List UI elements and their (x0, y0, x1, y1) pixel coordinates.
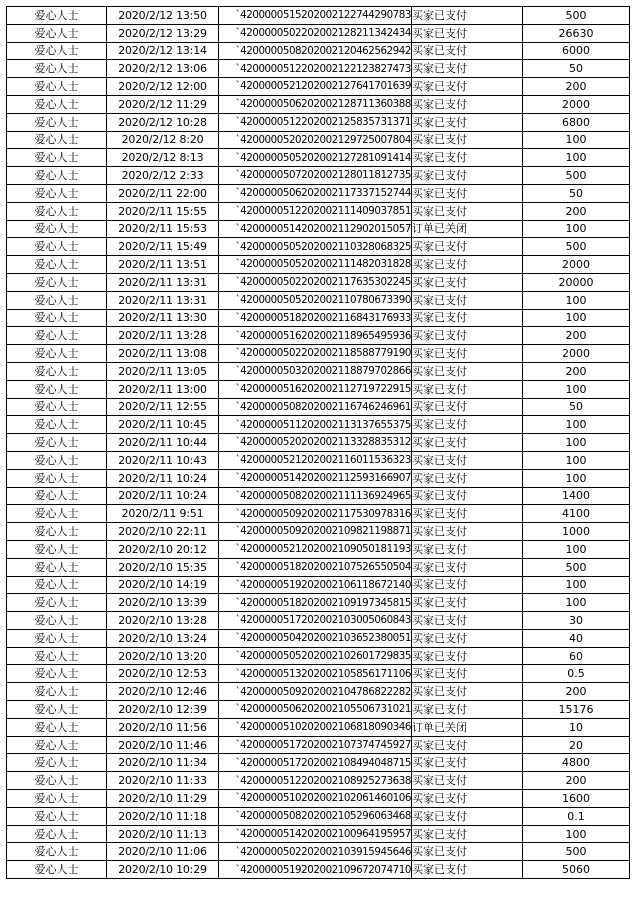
donor-name-cell: 爱心人士 (7, 309, 107, 327)
payment-time-cell: 2020/2/11 9:51 (107, 505, 219, 523)
payment-time-cell: 2020/2/10 11:46 (107, 736, 219, 754)
order-status-cell: 买家已支付 (412, 469, 523, 487)
payment-time-cell: 2020/2/12 13:29 (107, 24, 219, 42)
order-status-cell: 买家已支付 (412, 60, 523, 78)
payment-time-cell: 2020/2/11 10:24 (107, 469, 219, 487)
donor-name-cell: 爱心人士 (7, 42, 107, 60)
payment-time-cell: 2020/2/12 12:00 (107, 78, 219, 96)
payment-time-cell: 2020/2/10 11:13 (107, 825, 219, 843)
donor-name-cell: 爱心人士 (7, 291, 107, 309)
order-status-cell: 买家已支付 (412, 807, 523, 825)
donor-name-cell: 爱心人士 (7, 149, 107, 167)
order-status-cell: 买家已支付 (412, 113, 523, 131)
payment-time-cell: 2020/2/10 11:56 (107, 718, 219, 736)
order-status-cell: 买家已支付 (412, 754, 523, 772)
donation-ledger-sheet (6, 6, 630, 879)
payment-time-cell: 2020/2/10 12:39 (107, 701, 219, 719)
order-status-cell: 买家已支付 (412, 7, 523, 25)
donor-name-cell: 爱心人士 (7, 576, 107, 594)
order-status-cell: 买家已支付 (412, 843, 523, 861)
order-status-cell: 买家已支付 (412, 416, 523, 434)
payment-time-cell: 2020/2/12 11:29 (107, 95, 219, 113)
payment-time-cell: 2020/2/11 10:44 (107, 434, 219, 452)
order-status-cell: 买家已支付 (412, 309, 523, 327)
payment-time-cell: 2020/2/10 20:12 (107, 540, 219, 558)
order-number-cell: `4200000519202002106118672140 (219, 576, 412, 594)
payment-time-cell: 2020/2/12 13:06 (107, 60, 219, 78)
order-number-cell: `4200000510202002106818090346 (219, 718, 412, 736)
table-row (7, 345, 630, 363)
table-row (7, 772, 630, 790)
table-row (7, 7, 630, 25)
order-number-cell: `4200000508202002105296063468 (219, 807, 412, 825)
donor-name-cell: 爱心人士 (7, 202, 107, 220)
order-number-cell: `4200000505202002110328068325 (219, 238, 412, 256)
order-status-cell: 买家已支付 (412, 434, 523, 452)
amount-cell: 100 (523, 149, 630, 167)
payment-time-cell: 2020/2/10 13:20 (107, 647, 219, 665)
table-row (7, 523, 630, 541)
payment-time-cell: 2020/2/10 13:28 (107, 612, 219, 630)
amount-cell: 6800 (523, 113, 630, 131)
order-status-cell: 买家已支付 (412, 772, 523, 790)
table-row (7, 576, 630, 594)
payment-time-cell: 2020/2/12 8:20 (107, 131, 219, 149)
order-number-cell: `4200000520202002129725007804 (219, 131, 412, 149)
donor-name-cell: 爱心人士 (7, 540, 107, 558)
order-number-cell: `4200000514202002100964195957 (219, 825, 412, 843)
donation-records-table (6, 6, 630, 879)
donor-name-cell: 爱心人士 (7, 362, 107, 380)
table-row (7, 469, 630, 487)
donor-name-cell: 爱心人士 (7, 220, 107, 238)
order-number-cell: `4200000514202002112593166907 (219, 469, 412, 487)
amount-cell: 200 (523, 327, 630, 345)
payment-time-cell: 2020/2/11 13:30 (107, 309, 219, 327)
order-number-cell: `4200000518202002109197345815 (219, 594, 412, 612)
order-number-cell: `4200000508202002111136924965 (219, 487, 412, 505)
amount-cell: 0.5 (523, 665, 630, 683)
amount-cell: 2000 (523, 345, 630, 363)
donor-name-cell: 爱心人士 (7, 238, 107, 256)
amount-cell: 500 (523, 167, 630, 185)
order-number-cell: `4200000506202002128711360388 (219, 95, 412, 113)
order-number-cell: `4200000505202002111482031828 (219, 256, 412, 274)
donor-name-cell: 爱心人士 (7, 701, 107, 719)
amount-cell: 100 (523, 469, 630, 487)
donor-name-cell: 爱心人士 (7, 434, 107, 452)
table-row (7, 790, 630, 808)
table-row (7, 665, 630, 683)
table-row (7, 718, 630, 736)
order-status-cell: 买家已支付 (412, 451, 523, 469)
order-status-cell: 买家已支付 (412, 149, 523, 167)
table-row (7, 861, 630, 879)
order-status-cell: 买家已支付 (412, 736, 523, 754)
donor-name-cell: 爱心人士 (7, 24, 107, 42)
table-row (7, 167, 630, 185)
donor-name-cell: 爱心人士 (7, 594, 107, 612)
donor-name-cell: 爱心人士 (7, 60, 107, 78)
amount-cell: 50 (523, 398, 630, 416)
amount-cell: 100 (523, 380, 630, 398)
order-number-cell: `4200000510202002102061460106 (219, 790, 412, 808)
payment-time-cell: 2020/2/10 12:53 (107, 665, 219, 683)
order-status-cell: 买家已支付 (412, 380, 523, 398)
payment-time-cell: 2020/2/12 13:14 (107, 42, 219, 60)
amount-cell: 50 (523, 184, 630, 202)
order-status-cell: 买家已支付 (412, 629, 523, 647)
table-row (7, 825, 630, 843)
table-row (7, 202, 630, 220)
donor-name-cell: 爱心人士 (7, 256, 107, 274)
order-number-cell: `4200000507202002128011812735 (219, 167, 412, 185)
table-row (7, 24, 630, 42)
table-body (7, 7, 630, 879)
table-row (7, 540, 630, 558)
order-status-cell: 订单已关闭 (412, 220, 523, 238)
table-row (7, 558, 630, 576)
amount-cell: 5060 (523, 861, 630, 879)
order-status-cell: 买家已支付 (412, 398, 523, 416)
order-status-cell: 买家已支付 (412, 42, 523, 60)
order-number-cell: `4200000504202002103652380051 (219, 629, 412, 647)
order-status-cell: 买家已支付 (412, 487, 523, 505)
order-status-cell: 买家已支付 (412, 131, 523, 149)
amount-cell: 60 (523, 647, 630, 665)
table-row (7, 434, 630, 452)
donor-name-cell: 爱心人士 (7, 807, 107, 825)
payment-time-cell: 2020/2/10 11:29 (107, 790, 219, 808)
order-number-cell: `4200000506202002105506731021 (219, 701, 412, 719)
amount-cell: 200 (523, 772, 630, 790)
amount-cell: 2000 (523, 256, 630, 274)
order-status-cell: 买家已支付 (412, 612, 523, 630)
amount-cell: 4800 (523, 754, 630, 772)
donor-name-cell: 爱心人士 (7, 825, 107, 843)
table-row (7, 42, 630, 60)
amount-cell: 2000 (523, 95, 630, 113)
table-row (7, 60, 630, 78)
order-number-cell: `4200000518202002116843176933 (219, 309, 412, 327)
donor-name-cell: 爱心人士 (7, 754, 107, 772)
order-status-cell: 买家已支付 (412, 576, 523, 594)
payment-time-cell: 2020/2/11 15:49 (107, 238, 219, 256)
payment-time-cell: 2020/2/11 10:43 (107, 451, 219, 469)
amount-cell: 1000 (523, 523, 630, 541)
donor-name-cell: 爱心人士 (7, 78, 107, 96)
table-row (7, 451, 630, 469)
donor-name-cell: 爱心人士 (7, 273, 107, 291)
amount-cell: 200 (523, 362, 630, 380)
order-status-cell: 买家已支付 (412, 273, 523, 291)
amount-cell: 200 (523, 202, 630, 220)
payment-time-cell: 2020/2/11 13:05 (107, 362, 219, 380)
donor-name-cell: 爱心人士 (7, 718, 107, 736)
payment-time-cell: 2020/2/11 13:08 (107, 345, 219, 363)
order-status-cell: 买家已支付 (412, 238, 523, 256)
order-number-cell: `4200000513202002105856171106 (219, 665, 412, 683)
amount-cell: 15176 (523, 701, 630, 719)
order-status-cell: 买家已支付 (412, 558, 523, 576)
amount-cell: 100 (523, 131, 630, 149)
amount-cell: 500 (523, 7, 630, 25)
donor-name-cell: 爱心人士 (7, 95, 107, 113)
order-status-cell: 买家已支付 (412, 540, 523, 558)
payment-time-cell: 2020/2/11 15:53 (107, 220, 219, 238)
payment-time-cell: 2020/2/12 13:50 (107, 7, 219, 25)
amount-cell: 200 (523, 683, 630, 701)
order-number-cell: `4200000508202002116746246961 (219, 398, 412, 416)
donor-name-cell: 爱心人士 (7, 184, 107, 202)
order-number-cell: `4200000517202002103005060843 (219, 612, 412, 630)
payment-time-cell: 2020/2/11 10:45 (107, 416, 219, 434)
payment-time-cell: 2020/2/12 8:13 (107, 149, 219, 167)
amount-cell: 4100 (523, 505, 630, 523)
table-row (7, 184, 630, 202)
amount-cell: 100 (523, 309, 630, 327)
amount-cell: 1400 (523, 487, 630, 505)
table-row (7, 78, 630, 96)
order-number-cell: `4200000512202002125835731371 (219, 113, 412, 131)
donor-name-cell: 爱心人士 (7, 523, 107, 541)
order-number-cell: `4200000516202002112719722915 (219, 380, 412, 398)
order-status-cell: 买家已支付 (412, 95, 523, 113)
donor-name-cell: 爱心人士 (7, 416, 107, 434)
order-number-cell: `4200000505202002127281091414 (219, 149, 412, 167)
amount-cell: 500 (523, 558, 630, 576)
payment-time-cell: 2020/2/12 2:33 (107, 167, 219, 185)
amount-cell: 500 (523, 238, 630, 256)
order-status-cell: 买家已支付 (412, 167, 523, 185)
payment-time-cell: 2020/2/11 13:00 (107, 380, 219, 398)
order-status-cell: 买家已支付 (412, 825, 523, 843)
table-row (7, 807, 630, 825)
amount-cell: 500 (523, 843, 630, 861)
payment-time-cell: 2020/2/10 12:46 (107, 683, 219, 701)
payment-time-cell: 2020/2/12 10:28 (107, 113, 219, 131)
payment-time-cell: 2020/2/10 15:35 (107, 558, 219, 576)
order-number-cell: `4200000509202002117530978316 (219, 505, 412, 523)
order-status-cell: 订单已关闭 (412, 718, 523, 736)
order-number-cell: `4200000505202002102601729835 (219, 647, 412, 665)
order-status-cell: 买家已支付 (412, 327, 523, 345)
order-number-cell: `4200000514202002112902015057 (219, 220, 412, 238)
table-row (7, 256, 630, 274)
table-row (7, 505, 630, 523)
order-status-cell: 买家已支付 (412, 523, 523, 541)
order-number-cell: `4200000502202002117635302245 (219, 273, 412, 291)
table-row (7, 416, 630, 434)
table-row (7, 398, 630, 416)
donor-name-cell: 爱心人士 (7, 612, 107, 630)
donor-name-cell: 爱心人士 (7, 772, 107, 790)
table-row (7, 754, 630, 772)
order-number-cell: `4200000505202002110780673390 (219, 291, 412, 309)
payment-time-cell: 2020/2/10 22:11 (107, 523, 219, 541)
donor-name-cell: 爱心人士 (7, 327, 107, 345)
donor-name-cell: 爱心人士 (7, 629, 107, 647)
donor-name-cell: 爱心人士 (7, 131, 107, 149)
amount-cell: 100 (523, 576, 630, 594)
order-status-cell: 买家已支付 (412, 24, 523, 42)
amount-cell: 100 (523, 416, 630, 434)
table-row (7, 843, 630, 861)
table-row (7, 273, 630, 291)
order-status-cell: 买家已支付 (412, 790, 523, 808)
table-row (7, 291, 630, 309)
order-number-cell: `4200000508202002120462562942 (219, 42, 412, 60)
amount-cell: 50 (523, 60, 630, 78)
payment-time-cell: 2020/2/11 10:24 (107, 487, 219, 505)
amount-cell: 10 (523, 718, 630, 736)
table-row (7, 487, 630, 505)
amount-cell: 100 (523, 451, 630, 469)
donor-name-cell: 爱心人士 (7, 469, 107, 487)
table-row (7, 647, 630, 665)
order-number-cell: `4200000521202002109050181193 (219, 540, 412, 558)
amount-cell: 100 (523, 220, 630, 238)
order-status-cell: 买家已支付 (412, 701, 523, 719)
donor-name-cell: 爱心人士 (7, 736, 107, 754)
order-status-cell: 买家已支付 (412, 184, 523, 202)
order-number-cell: `4200000517202002107374745927 (219, 736, 412, 754)
order-number-cell: `4200000509202002104786822282 (219, 683, 412, 701)
donor-name-cell: 爱心人士 (7, 487, 107, 505)
order-number-cell: `4200000512202002108925273638 (219, 772, 412, 790)
order-number-cell: `4200000520202002113328835312 (219, 434, 412, 452)
amount-cell: 100 (523, 594, 630, 612)
order-status-cell: 买家已支付 (412, 594, 523, 612)
donor-name-cell: 爱心人士 (7, 113, 107, 131)
payment-time-cell: 2020/2/10 11:34 (107, 754, 219, 772)
table-row (7, 149, 630, 167)
table-row (7, 683, 630, 701)
table-row (7, 131, 630, 149)
donor-name-cell: 爱心人士 (7, 861, 107, 879)
amount-cell: 6000 (523, 42, 630, 60)
order-number-cell: `4200000511202002113137655375 (219, 416, 412, 434)
order-number-cell: `4200000502202002128211342434 (219, 24, 412, 42)
amount-cell: 20 (523, 736, 630, 754)
order-number-cell: `4200000512202002122123827473 (219, 60, 412, 78)
table-row (7, 220, 630, 238)
order-status-cell: 买家已支付 (412, 505, 523, 523)
payment-time-cell: 2020/2/11 13:28 (107, 327, 219, 345)
table-row (7, 327, 630, 345)
payment-time-cell: 2020/2/10 14:19 (107, 576, 219, 594)
order-status-cell: 买家已支付 (412, 345, 523, 363)
order-number-cell: `4200000519202002109672074710 (219, 861, 412, 879)
table-row (7, 736, 630, 754)
donor-name-cell: 爱心人士 (7, 558, 107, 576)
amount-cell: 30 (523, 612, 630, 630)
order-number-cell: `4200000502202002103915945646 (219, 843, 412, 861)
payment-time-cell: 2020/2/11 13:31 (107, 273, 219, 291)
order-status-cell: 买家已支付 (412, 78, 523, 96)
donor-name-cell: 爱心人士 (7, 345, 107, 363)
amount-cell: 40 (523, 629, 630, 647)
order-number-cell: `4200000512202002111409037851 (219, 202, 412, 220)
order-status-cell: 买家已支付 (412, 861, 523, 879)
payment-time-cell: 2020/2/10 11:33 (107, 772, 219, 790)
order-number-cell: `4200000521202002116011536323 (219, 451, 412, 469)
order-number-cell: `4200000516202002118965495936 (219, 327, 412, 345)
payment-time-cell: 2020/2/10 10:29 (107, 861, 219, 879)
order-number-cell: `4200000502202002118588779190 (219, 345, 412, 363)
order-status-cell: 买家已支付 (412, 362, 523, 380)
donor-name-cell: 爱心人士 (7, 505, 107, 523)
donor-name-cell: 爱心人士 (7, 790, 107, 808)
payment-time-cell: 2020/2/10 11:18 (107, 807, 219, 825)
donor-name-cell: 爱心人士 (7, 843, 107, 861)
table-row (7, 238, 630, 256)
table-row (7, 113, 630, 131)
amount-cell: 100 (523, 291, 630, 309)
payment-time-cell: 2020/2/10 13:39 (107, 594, 219, 612)
amount-cell: 20000 (523, 273, 630, 291)
donor-name-cell: 爱心人士 (7, 398, 107, 416)
payment-time-cell: 2020/2/11 13:51 (107, 256, 219, 274)
amount-cell: 200 (523, 78, 630, 96)
order-number-cell: `4200000518202002107526550504 (219, 558, 412, 576)
table-row (7, 95, 630, 113)
payment-time-cell: 2020/2/11 13:31 (107, 291, 219, 309)
order-status-cell: 买家已支付 (412, 202, 523, 220)
donor-name-cell: 爱心人士 (7, 683, 107, 701)
donor-name-cell: 爱心人士 (7, 451, 107, 469)
order-status-cell: 买家已支付 (412, 665, 523, 683)
payment-time-cell: 2020/2/11 22:00 (107, 184, 219, 202)
donor-name-cell: 爱心人士 (7, 167, 107, 185)
donor-name-cell: 爱心人士 (7, 647, 107, 665)
order-number-cell: `4200000506202002117337152744 (219, 184, 412, 202)
amount-cell: 100 (523, 434, 630, 452)
order-number-cell: `4200000521202002127641701639 (219, 78, 412, 96)
donor-name-cell: 爱心人士 (7, 7, 107, 25)
donor-name-cell: 爱心人士 (7, 665, 107, 683)
amount-cell: 100 (523, 540, 630, 558)
table-row (7, 612, 630, 630)
payment-time-cell: 2020/2/10 11:06 (107, 843, 219, 861)
table-row (7, 380, 630, 398)
payment-time-cell: 2020/2/10 13:24 (107, 629, 219, 647)
donor-name-cell: 爱心人士 (7, 380, 107, 398)
order-status-cell: 买家已支付 (412, 291, 523, 309)
order-number-cell: `4200000503202002118879702866 (219, 362, 412, 380)
order-number-cell: `4200000509202002109821198871 (219, 523, 412, 541)
amount-cell: 26630 (523, 24, 630, 42)
order-number-cell: `4200000515202002122744290783 (219, 7, 412, 25)
payment-time-cell: 2020/2/11 12:55 (107, 398, 219, 416)
amount-cell: 1600 (523, 790, 630, 808)
amount-cell: 100 (523, 825, 630, 843)
order-status-cell: 买家已支付 (412, 647, 523, 665)
table-row (7, 701, 630, 719)
table-row (7, 594, 630, 612)
amount-cell: 0.1 (523, 807, 630, 825)
order-status-cell: 买家已支付 (412, 683, 523, 701)
table-row (7, 362, 630, 380)
payment-time-cell: 2020/2/11 15:55 (107, 202, 219, 220)
table-row (7, 629, 630, 647)
table-row (7, 309, 630, 327)
order-number-cell: `4200000517202002108494048715 (219, 754, 412, 772)
order-status-cell: 买家已支付 (412, 256, 523, 274)
